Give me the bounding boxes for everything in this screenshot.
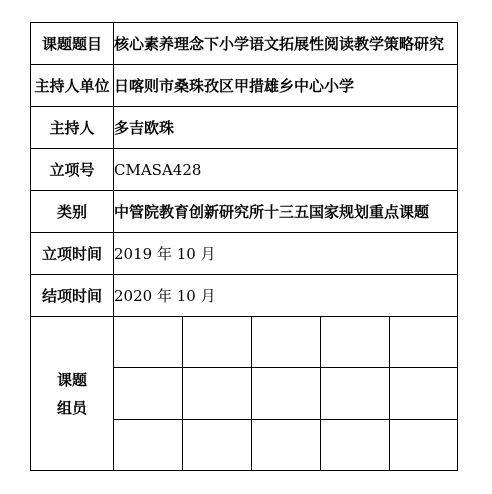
- member-cell[interactable]: [252, 317, 321, 368]
- member-cell[interactable]: [390, 368, 458, 419]
- host-value: 多吉欧珠: [114, 107, 458, 149]
- member-cell[interactable]: [183, 419, 252, 470]
- end-date-label: 结项时间: [31, 275, 114, 317]
- members-row: [31, 317, 458, 368]
- member-cell[interactable]: [114, 317, 183, 368]
- project-number-value: CMASA428: [114, 149, 458, 191]
- host-unit-label: 主持人单位: [31, 65, 114, 107]
- topic-label: 课题题目: [31, 23, 114, 65]
- member-cell[interactable]: [114, 368, 183, 419]
- host-label: 主持人: [31, 107, 114, 149]
- members-label-line2: 组员: [56, 398, 87, 417]
- category-label: 类别: [31, 191, 114, 233]
- member-cell[interactable]: [390, 317, 458, 368]
- row-host: [31, 107, 458, 149]
- member-cell[interactable]: [321, 368, 390, 419]
- member-cell[interactable]: [321, 419, 390, 470]
- member-cell[interactable]: [321, 317, 390, 368]
- category-value: 中管院教育创新研究所十三五国家规划重点课题: [114, 191, 458, 233]
- member-cell[interactable]: [114, 419, 183, 470]
- topic-value: 核心素养理念下小学语文拓展性阅读教学策略研究: [114, 23, 458, 65]
- members-label-line1: 课题: [56, 370, 87, 389]
- row-project-number: [31, 149, 458, 191]
- project-number-label: 立项号: [31, 149, 114, 191]
- start-date-label: 立项时间: [31, 233, 114, 275]
- row-category: [31, 191, 458, 233]
- project-info-table: [30, 22, 458, 471]
- start-date-value: 2019 年 10 月: [114, 233, 458, 275]
- member-cell[interactable]: [252, 419, 321, 470]
- member-cell[interactable]: [390, 419, 458, 470]
- row-topic: [31, 23, 458, 65]
- member-cell[interactable]: [183, 317, 252, 368]
- host-unit-value: 日喀则市桑珠孜区甲措雄乡中心小学: [114, 65, 458, 107]
- member-cell[interactable]: [183, 368, 252, 419]
- row-start-date: [31, 233, 458, 275]
- row-end-date: [31, 275, 458, 317]
- end-date-value: 2020 年 10 月: [114, 275, 458, 317]
- row-host-unit: [31, 65, 458, 107]
- member-cell[interactable]: [252, 368, 321, 419]
- members-label: [31, 317, 114, 471]
